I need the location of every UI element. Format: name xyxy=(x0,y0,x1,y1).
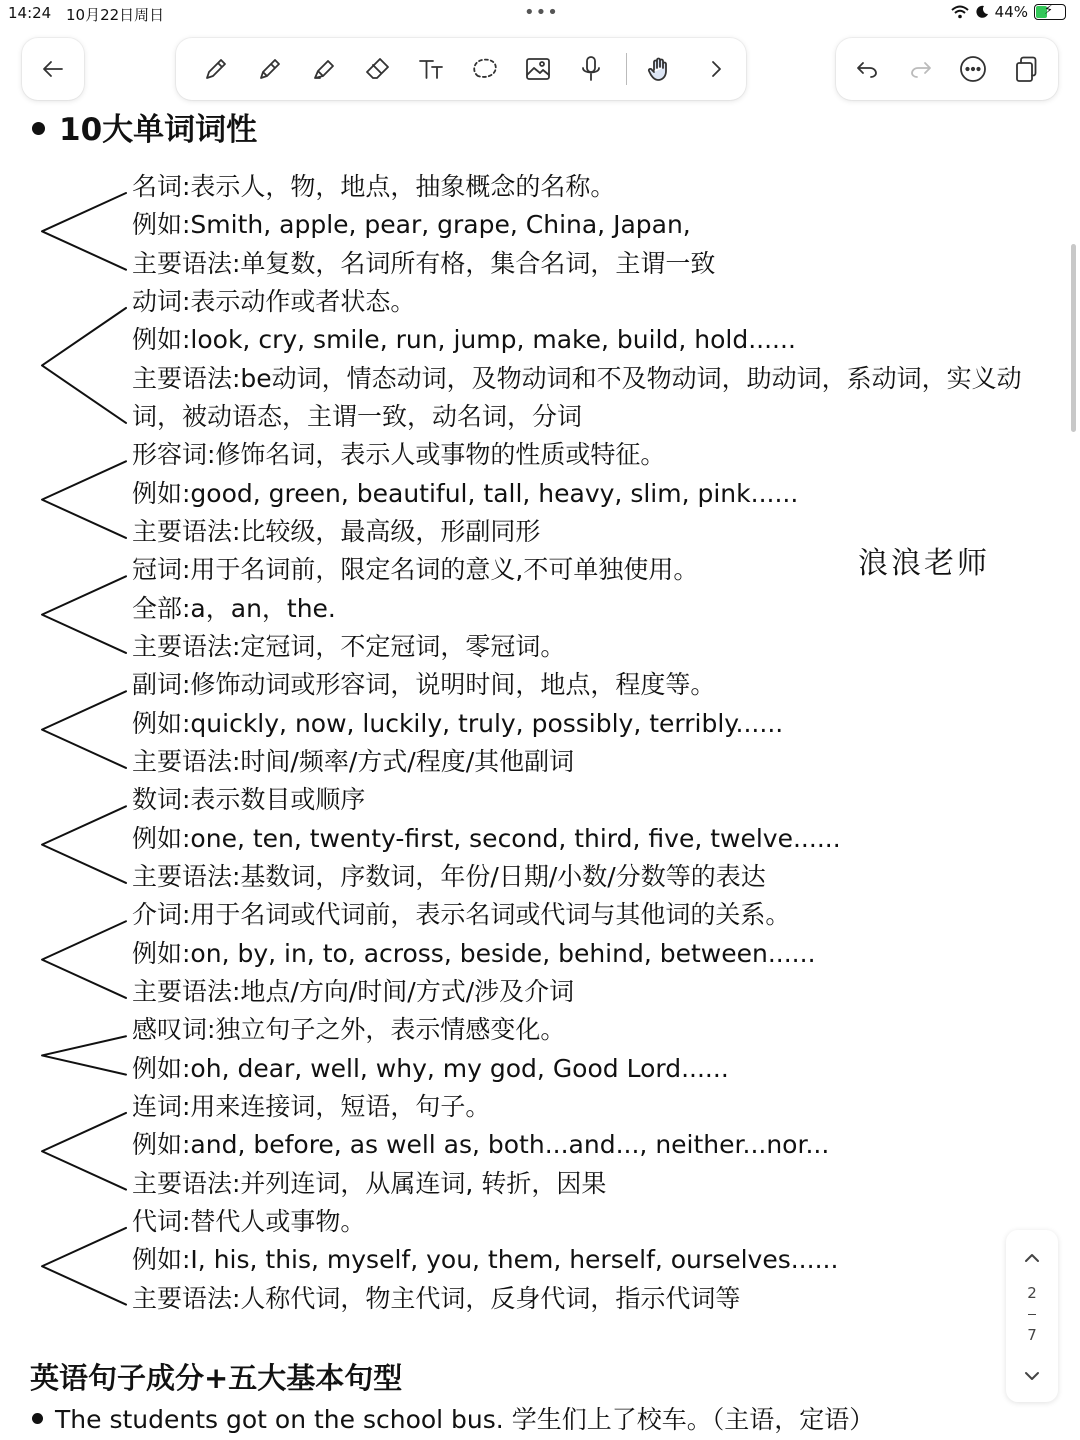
battery-icon: ⚡ xyxy=(1034,4,1066,20)
note-line: 副词:修饰动词或形容词，说明时间，地点，程度等。 xyxy=(132,670,716,700)
total-pages: 7 xyxy=(1027,1326,1037,1344)
bullet-dot xyxy=(32,122,45,135)
note-line: 例如:oh, dear, well, why, my god, Good Lord...... xyxy=(132,1053,729,1083)
note-line: 主要语法:并列连词，从属连词, 转折，因果 xyxy=(132,1168,607,1198)
note-line: 介词:用于名词或代词前，表示名词或代词与其他词的关系。 xyxy=(132,900,791,930)
bracket-stroke xyxy=(42,921,126,998)
note-line: 感叹词:独立句子之外，表示情感变化。 xyxy=(132,1015,566,1045)
note-heading-text: 10大单词词性 xyxy=(59,112,258,148)
page-up-button[interactable] xyxy=(1006,1240,1058,1276)
note-line: 冠词:用于名词前，限定名词的意义,不可单独使用。 xyxy=(132,555,699,585)
note-line: 主要语法:地点/方向/时间/方式/涉及介词 xyxy=(132,976,575,1006)
chevron-down-icon xyxy=(1021,1365,1043,1387)
current-page: 2 xyxy=(1027,1284,1037,1302)
example-sentence xyxy=(32,1400,874,1436)
note-line: 例如:quickly, now, luckily, truly, possibly, terribly...... xyxy=(132,708,784,738)
note-heading xyxy=(32,104,257,149)
status-time: 14:24 xyxy=(8,4,52,22)
note-line: 动词:表示动作或者状态。 xyxy=(132,286,416,316)
vertical-scrollbar[interactable] xyxy=(1071,244,1076,432)
note-line: 数词:表示数目或顺序 xyxy=(132,785,366,815)
note-line: 例如:good, green, beautiful, tall, heavy, slim, pink...... xyxy=(132,478,799,508)
note-line: 例如:Smith, apple, pear, grape, China, Japan, xyxy=(132,210,691,240)
author-signature: 浪浪老师 xyxy=(858,546,990,581)
bracket-stroke xyxy=(42,461,126,538)
note-line: 形容词:修饰名词，表示人或事物的性质或特征。 xyxy=(132,440,666,470)
note-line: 例如:and, before, as well as, both...and..., neither...nor... xyxy=(132,1130,830,1160)
note-line: 代词:替代人或事物。 xyxy=(132,1206,366,1236)
note-line: 例如:on, by, in, to, across, beside, behind, between...... xyxy=(132,938,816,968)
bracket-stroke xyxy=(42,1113,126,1190)
bracket-stroke xyxy=(42,691,126,768)
bracket-stroke xyxy=(42,1036,126,1074)
note-line: 主要语法:单复数，名词所有格，集合名词，主谓一致 xyxy=(132,248,716,278)
note-line: 例如:one, ten, twenty-first, second, third, five, twelve...... xyxy=(132,823,841,853)
note-line: 主要语法:定冠词，不定冠词，零冠词。 xyxy=(132,631,566,661)
note-line: 例如:I, his, this, myself, you, them, herself, ourselves...... xyxy=(132,1245,839,1275)
chevron-up-icon xyxy=(1021,1247,1043,1269)
page-down-button[interactable] xyxy=(1006,1358,1058,1394)
bracket-stroke xyxy=(42,193,126,270)
bullet-dot xyxy=(32,1413,43,1424)
page-separator xyxy=(1028,1314,1036,1315)
section-title: 英语句子成分+五大基本句型 xyxy=(30,1361,403,1395)
bracket-stroke xyxy=(42,806,126,883)
note-line: 主要语法:人称代词，物主代词，反身代词，指示代词等 xyxy=(132,1283,741,1313)
note-line: 连词:用来连接词，短语，句子。 xyxy=(132,1091,491,1121)
note-line: 例如:look, cry, smile, run, jump, make, build, hold...... xyxy=(132,325,796,355)
multitasking-dots-icon[interactable]: ••• xyxy=(524,2,559,23)
bracket-stroke xyxy=(42,1228,126,1305)
battery-percent: 44% xyxy=(994,3,1028,21)
status-date: 10月22日周日 xyxy=(66,6,165,24)
note-line: 主要语法:比较级，最高级，形副同形 xyxy=(132,516,541,546)
bracket-stroke xyxy=(42,576,126,653)
note-line: 主要语法:be动词，情态动词，及物动词和不及物动词，助动词，系动词，实义动 xyxy=(132,363,1022,393)
bracket-stroke xyxy=(42,308,126,423)
example-sentence-text: The students got on the school bus. 学生们上了校车。（主语，定语） xyxy=(55,1405,875,1434)
note-line: 主要语法:基数词，序数词，年份/日期/小数/分数等的表达 xyxy=(132,861,766,891)
page-indicator xyxy=(1006,1230,1058,1402)
note-line: 词，被动语态，主谓一致，动名词，分词 xyxy=(132,401,583,431)
note-line: 主要语法:时间/频率/方式/程度/其他副词 xyxy=(132,746,575,776)
note-line: 全部:a，an，the. xyxy=(132,593,336,623)
note-line: 名词:表示人，物，地点，抽象概念的名称。 xyxy=(132,172,616,201)
